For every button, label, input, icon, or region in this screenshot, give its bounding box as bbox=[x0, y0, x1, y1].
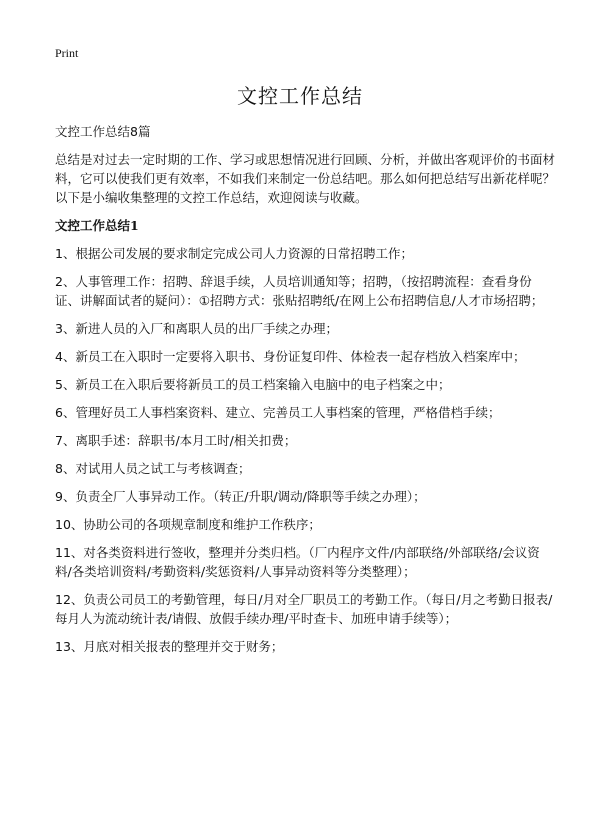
section-heading: 文控工作总结1 bbox=[55, 218, 139, 233]
list-item: 7、离职手述：辞职书/本月工时/相关扣费； bbox=[55, 433, 297, 448]
list-item: 4、新员工在入职时一定要将入职书、身份证复印件、体检表一起存档放入档案库中； bbox=[55, 349, 526, 364]
document-body bbox=[55, 122, 555, 665]
print-link[interactable]: Print bbox=[55, 46, 79, 60]
list-item: 6、管理好员工人事档案资料、建立、完善员工人事档案的管理，严格借档手续； bbox=[55, 405, 501, 420]
list-item: 11、对各类资料进行签收，整理并分类归档。（厂内程序文件/内部联络/外部联络/会议资料/各类培训资料/考勤资料/奖惩资料/人事异动资料等分类整理）； bbox=[55, 545, 540, 579]
list-item: 2、人事管理工作：招聘、辞退手续，人员培训通知等；招聘，（按招聘流程：查看身份证、讲解面试者的疑问）：①招聘方式：张贴招聘纸/在网上公布招聘信息/人才市场招聘； bbox=[55, 274, 544, 308]
list-item: 3、新进人员的入厂和离职人员的出厂手续之办理； bbox=[55, 321, 338, 336]
list-item: 13、月底对相关报表的整理并交于财务； bbox=[55, 639, 284, 654]
intro-paragraph: 总结是对过去一定时期的工作、学习或思想情况进行回顾、分析，并做出客观评价的书面材料，它可以使我们更有效率，不如我们来制定一份总结吧。那么如何把总结写出新花样呢？以下是小编收集整理的文控工作总结，欢迎阅读与收藏。 bbox=[55, 152, 556, 205]
list-item: 12、负责公司员工的考勤管理，每日/月对全厂职员工的考勤工作。（每日/月之考勤日报表/每月人为流动统计表/请假、放假手续办理/平时查卡、加班申请手续等）； bbox=[55, 592, 553, 626]
list-item: 8、对试用人员之试工与考核调查； bbox=[55, 461, 251, 476]
list-item: 1、根据公司发展的要求制定完成公司人力资源的日常招聘工作； bbox=[55, 246, 413, 261]
document-subtitle: 文控工作总结8篇 bbox=[55, 124, 151, 139]
list-item: 10、协助公司的各项规章制度和维护工作秩序； bbox=[55, 517, 321, 532]
page-title: 文控工作总结 bbox=[237, 84, 363, 108]
list-item: 9、负责全厂人事异动工作。（转正/升职/调动/降职等手续之办理）； bbox=[55, 489, 426, 504]
list-item: 5、新员工在入职后要将新员工的员工档案输入电脑中的电子档案之中； bbox=[55, 377, 451, 392]
